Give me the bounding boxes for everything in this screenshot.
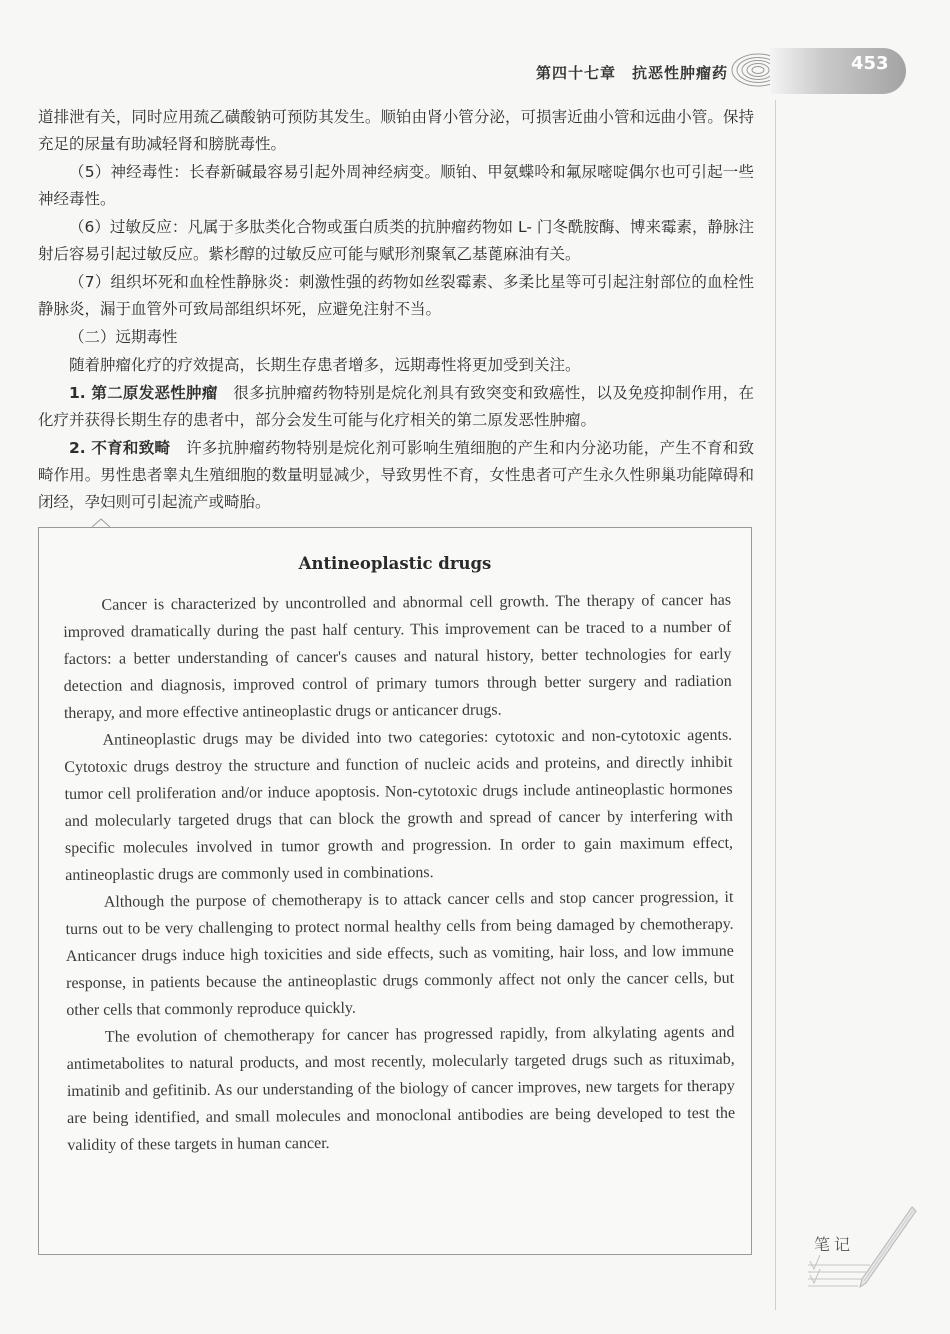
body-paragraph-2: （5）神经毒性：长春新碱最容易引起外周神经病变。顺铂、甲氨蝶呤和氟尿嘧啶偶尔也可引起一些神经毒性。 [38,163,754,208]
item-2-text: 许多抗肿瘤药物特别是烷化剂可影响生殖细胞的产生和内分泌功能，产生不育和致畸作用。男性患者睾丸生殖细胞的数量明显减少，导致男性不育，女性患者可产生永久性卵巢功能障碍和闭经，孕妇则可引起流产或畸胎。 [38,439,754,511]
box-paragraph-3: Although the purpose of chemotherapy is to attack cancer cells and stop cancer progression, it turns out to be very challenging to protect normal healthy cells from being damaged by chemotherapy. Anticancer drugs induce high toxicities and side effects, such as vomiting, hair loss, and low immune response, in patients because the antineoplastic drugs commonly affect not only the cancer cells, but other cells that commonly reproduce quickly. [65,888,735,1019]
item-1-heading: 1. 第二原发恶性肿瘤 [69,384,218,402]
section-heading: （二）远期毒性 [69,328,178,346]
chapter-title: 第四十七章 抗恶性肿瘤药 [535,64,728,82]
box-paragraph-4: The evolution of chemotherapy for cancer has progressed rapidly, from alkylating agents and antimetabolites to natural products, and most recently, molecularly targeted drugs such as rituximab, imatinib and gefitinib. As our understanding of the biology of cancer improves, new targets for therapy are being identified, and small molecules and monoclonal antibodies are being developed to test the validity of these targets in human cancer. [66,1023,736,1154]
body-paragraph-4: （7）组织坏死和血栓性静脉炎：刺激性强的药物如丝裂霉素、多柔比星等可引起注射部位的血栓性静脉炎，漏于血管外可致局部组织坏死，应避免注射不当。 [38,273,754,318]
margin-rule [775,100,776,1310]
item-1-text: 很多抗肿瘤药物特别是烷化剂具有致突变和致癌性，以及免疫抑制作用，在化疗并获得长期生存的患者中，部分会发生可能与化疗相关的第二原发恶性肿瘤。 [38,384,754,429]
page-number: 453 [851,53,889,74]
item-2-heading: 2. 不育和致畸 [69,439,171,457]
page-header [0,40,950,100]
item-2 [38,435,754,516]
section-intro: 随着肿瘤化疗的疗效提高，长期生存患者增多，远期毒性将更加受到关注。 [69,356,581,374]
notes-label: 笔记 [814,1235,855,1254]
box-paragraph-1: Cancer is characterized by uncontrolled and abnormal cell growth. The therapy of cancer has improved dramatically during the past half century. This improvement can be traced to a number of factors: a better understanding of cancer's causes and natural history, better technologies for early detection and diagnosis, improved control of primary tumors through better surgery and radiation therapy, and more effective antineoplastic drugs or anticancer drugs. [63,591,732,722]
box-title: Antineoplastic drugs [298,554,492,573]
box-body [63,587,735,1159]
english-reading-box [38,527,752,1255]
item-1 [38,380,754,434]
box-paragraph-2: Antineoplastic drugs may be divided into two categories: cytotoxic and non-cytotoxic agents. Cytotoxic drugs destroy the structure and function of nucleic acids and proteins, and directly inhibit tumor cell proliferation and/or induce apoptosis. Non-cytotoxic drugs include antineoplastic hormones and molecularly targeted drugs that can block the growth and spread of cancer by interfering with specific molecules involved in tumor growth and progression. In order to gain maximum effect, antineoplastic drugs are commonly used in combinations. [64,726,734,884]
chinese-body-text [38,104,754,517]
body-paragraph-3: （6）过敏反应：凡属于多肽类化合物或蛋白质类的抗肿瘤药物如 L- 门冬酰胺酶、博来霉素，静脉注射后容易引起过敏反应。紫杉醇的过敏反应可能与赋形剂聚氧乙基蓖麻油有关。 [38,218,754,263]
body-paragraph-1: 道排泄有关，同时应用巯乙磺酸钠可预防其发生。顺铂由肾小管分泌，可损害近曲小管和远曲小管。保持充足的尿量有助减轻肾和膀胱毒性。 [38,108,754,153]
